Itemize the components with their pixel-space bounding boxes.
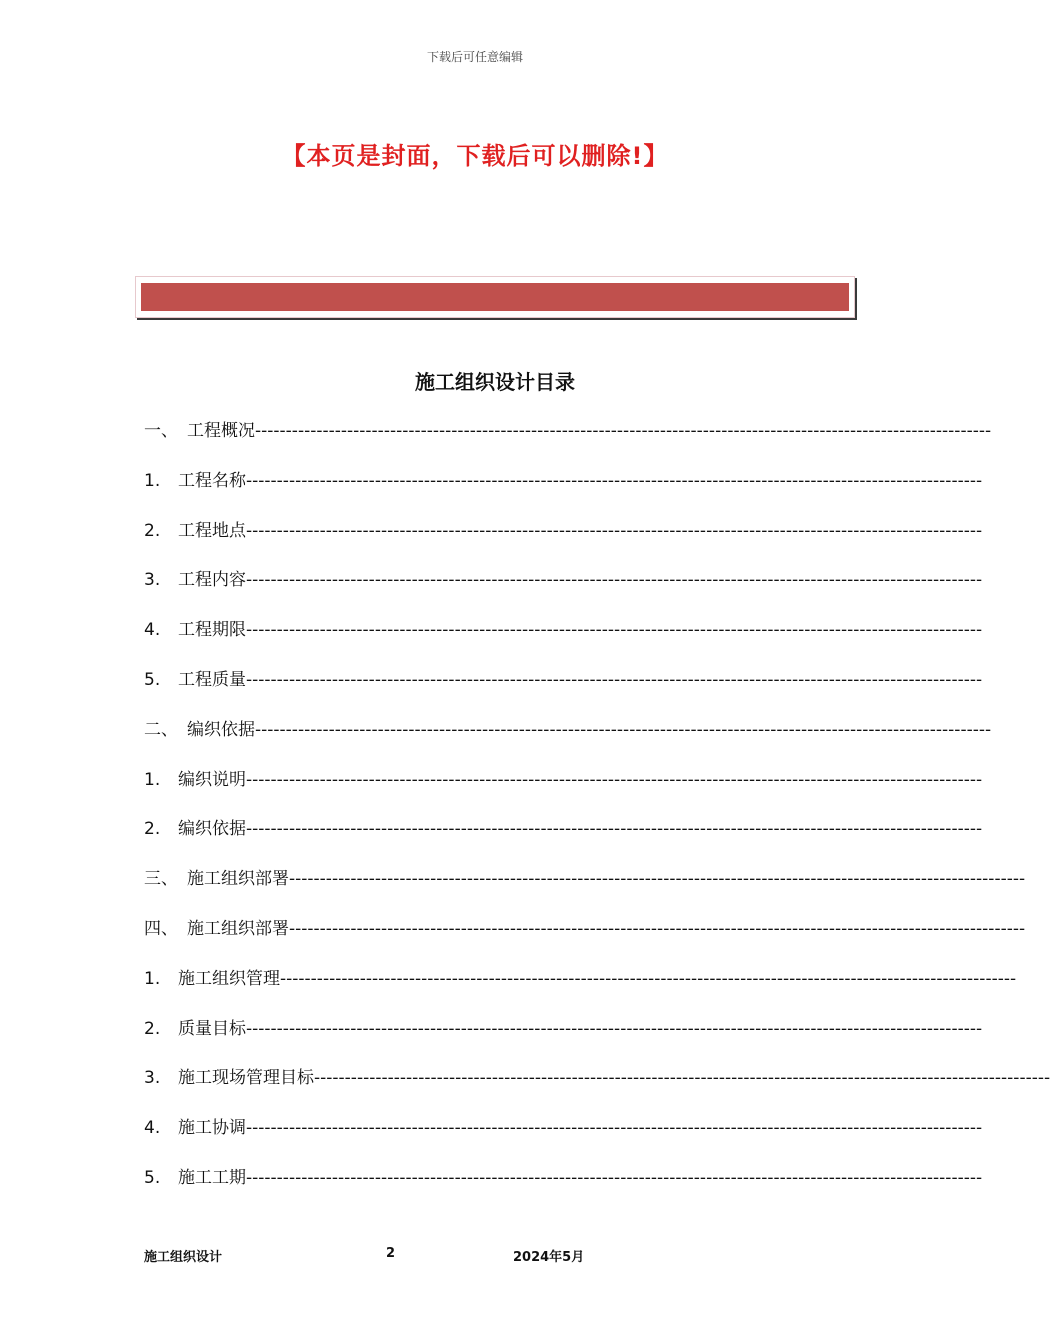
toc-entry[interactable] (144, 717, 992, 767)
toc-entry-number: 1. (144, 470, 161, 491)
toc-entry-leader: ------------------------------------------------------------------------------------------------------------------------ (314, 1068, 1050, 1089)
toc-title: 施工组织设计目录 (415, 370, 575, 394)
footer-date: 2024年5月 (513, 1250, 585, 1265)
toc-entry-leader: ------------------------------------------------------------------------------------------------------------------------ (246, 570, 983, 591)
toc-entry-leader: ------------------------------------------------------------------------------------------------------------------------ (246, 669, 983, 690)
toc-entry-number: 3. (144, 570, 161, 591)
toc-entry[interactable] (144, 1165, 983, 1215)
toc-entry-number: 3. (144, 1068, 161, 1089)
toc-entry[interactable] (144, 418, 992, 468)
toc-entry[interactable] (144, 966, 1017, 1016)
toc-entry[interactable] (144, 866, 1026, 916)
toc-entry-text: 工程期限 (178, 620, 246, 641)
toc-entry-number: 5. (144, 1167, 161, 1188)
decorative-banner (135, 276, 855, 318)
toc-entry-text: 质量目标 (178, 1018, 246, 1039)
toc-entry-number: 2. (144, 819, 161, 840)
toc-entry-leader: ------------------------------------------------------------------------------------------------------------------------ (255, 421, 992, 441)
toc-entry-text: 编织说明 (178, 769, 246, 790)
toc-entry-leader: ------------------------------------------------------------------------------------------------------------------------ (246, 1167, 983, 1188)
toc-entry-text: 施工组织管理 (178, 968, 280, 989)
banner-fill (141, 283, 849, 311)
header-note: 下载后可任意编辑 (426, 50, 523, 64)
toc-entry[interactable] (144, 468, 983, 518)
toc-entry-leader: ------------------------------------------------------------------------------------------------------------------------ (255, 719, 992, 740)
toc-entry-leader: ------------------------------------------------------------------------------------------------------------------------ (246, 620, 983, 641)
toc-entry-number: 1. (144, 769, 161, 790)
page-footer (144, 1246, 844, 1266)
toc-entry-number: 2. (144, 1018, 161, 1039)
toc-entry-text: 工程质量 (178, 669, 246, 690)
toc-entry-number: 二、 (144, 719, 178, 740)
toc-entry-number: 四、 (144, 918, 178, 939)
toc-entry[interactable] (144, 1115, 983, 1165)
toc-entry-text: 施工现场管理目标 (178, 1068, 314, 1089)
toc-entry-number: 5. (144, 669, 161, 690)
toc-entry[interactable] (144, 1016, 983, 1066)
footer-page-number: 2 (386, 1246, 396, 1261)
toc-entry[interactable] (144, 518, 983, 568)
toc-entry-leader: ------------------------------------------------------------------------------------------------------------------------ (280, 968, 1017, 989)
toc-entry-leader: ------------------------------------------------------------------------------------------------------------------------ (246, 520, 983, 541)
toc-entry[interactable] (144, 667, 983, 717)
cover-notice: 【本页是封面，下载后可以删除!】 (281, 142, 669, 170)
toc-entry-leader: ------------------------------------------------------------------------------------------------------------------------ (246, 1118, 983, 1139)
toc-entry-text: 工程地点 (178, 520, 246, 541)
toc-entry-number: 一、 (144, 421, 178, 441)
toc-entry-text: 工程内容 (178, 570, 246, 591)
footer-doc-title: 施工组织设计 (144, 1250, 223, 1265)
toc-entry-leader: ------------------------------------------------------------------------------------------------------------------------ (289, 869, 1026, 890)
toc-entry-text: 施工组织部署 (187, 918, 289, 939)
toc-entry[interactable] (144, 617, 983, 667)
toc-entry-leader: ------------------------------------------------------------------------------------------------------------------------ (246, 1018, 983, 1039)
toc-entry[interactable] (144, 916, 1026, 966)
toc-entry-leader: ------------------------------------------------------------------------------------------------------------------------ (246, 470, 983, 491)
toc-entry-text: 工程名称 (178, 470, 246, 491)
toc-entry-text: 施工组织部署 (187, 869, 289, 890)
toc-entry[interactable] (144, 816, 983, 866)
toc-entry-number: 1. (144, 968, 161, 989)
toc-entry-number: 4. (144, 620, 161, 641)
toc-entry-leader: ------------------------------------------------------------------------------------------------------------------------ (289, 918, 1026, 939)
toc-entry-text: 编织依据 (187, 719, 255, 740)
toc-entry[interactable] (144, 1065, 1050, 1115)
toc-entry-text: 施工协调 (178, 1118, 246, 1139)
toc-entry-number: 4. (144, 1118, 161, 1139)
toc-entry-leader: ------------------------------------------------------------------------------------------------------------------------ (246, 819, 983, 840)
toc-entry-number: 三、 (144, 869, 178, 890)
toc-entry[interactable] (144, 567, 983, 617)
toc-entry[interactable] (144, 767, 983, 817)
toc-list (144, 418, 1050, 1215)
toc-entry-text: 编织依据 (178, 819, 246, 840)
toc-entry-leader: ------------------------------------------------------------------------------------------------------------------------ (246, 769, 983, 790)
toc-entry-number: 2. (144, 520, 161, 541)
toc-entry-text: 工程概况 (187, 421, 255, 441)
toc-entry-text: 施工工期 (178, 1167, 246, 1188)
